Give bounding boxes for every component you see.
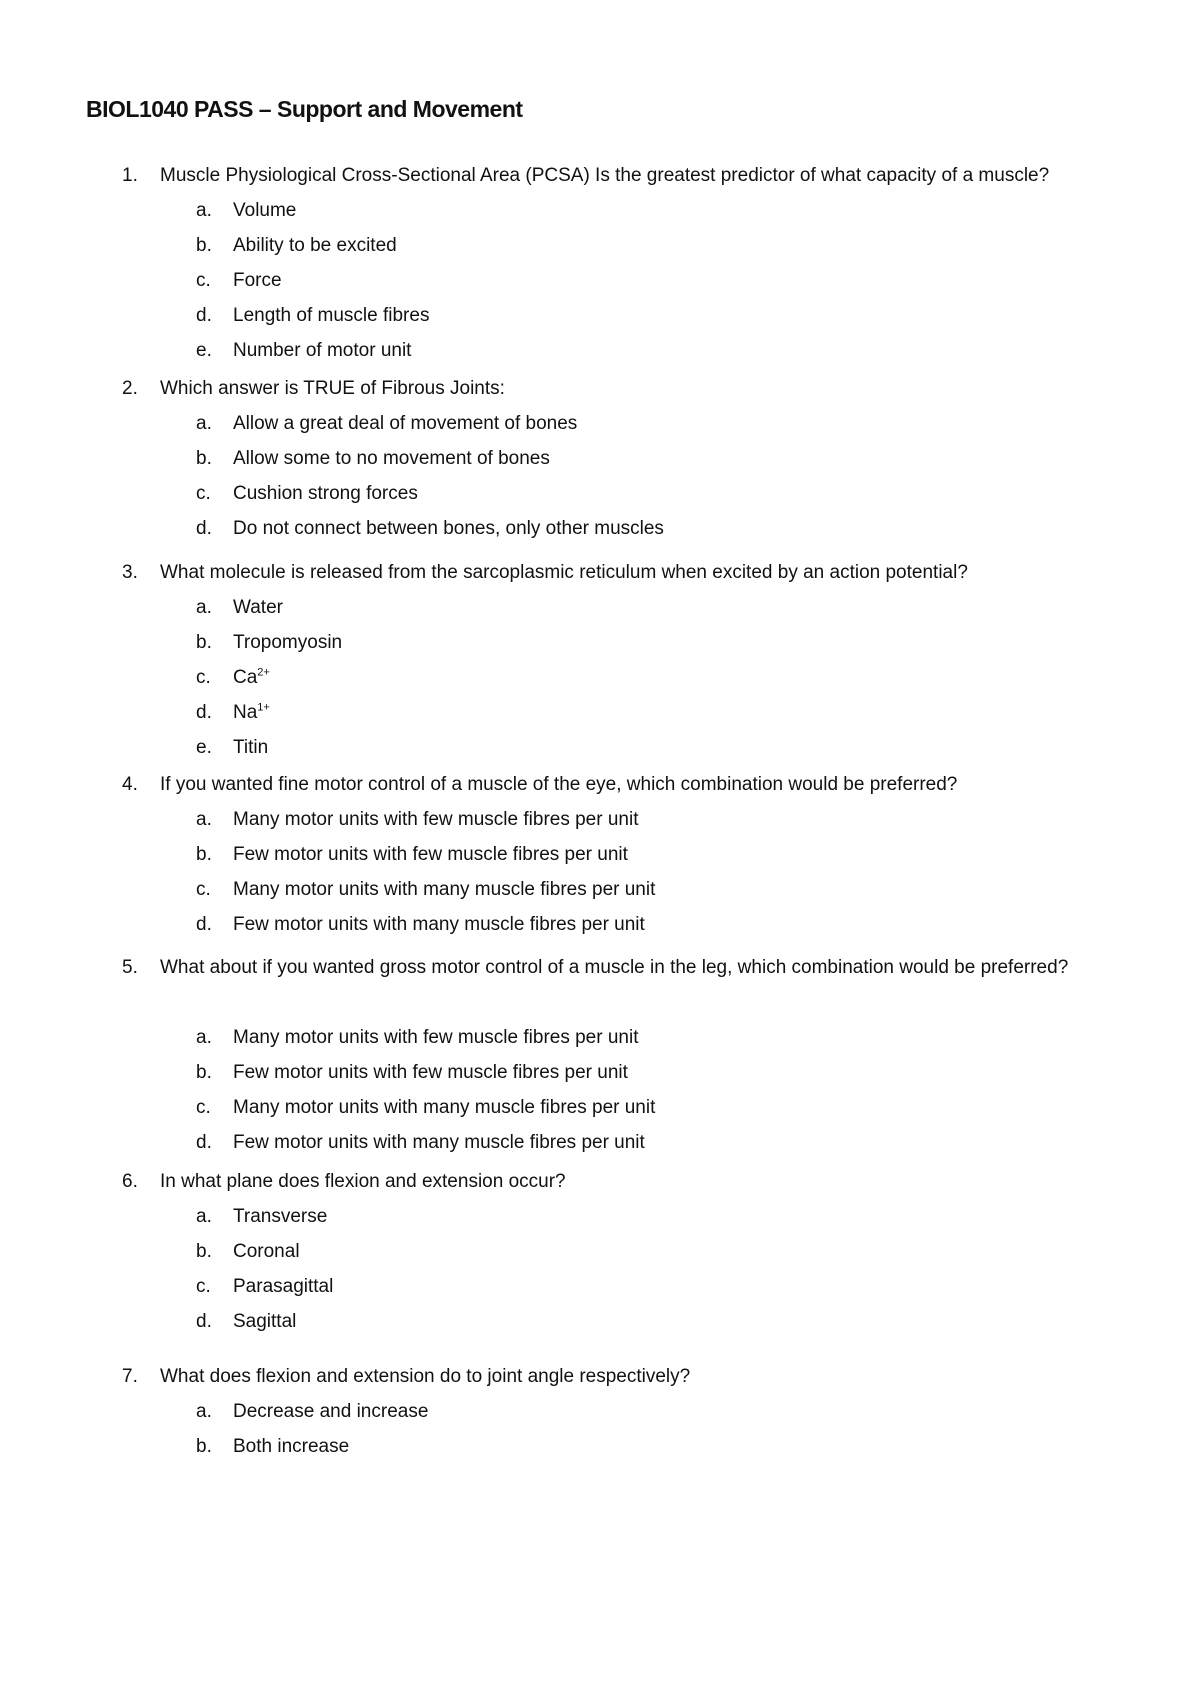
question-text: What about if you wanted gross motor control of a muscle in the leg, which combination would be preferred?: [160, 957, 1069, 978]
option-label: Ca: [233, 667, 258, 688]
option-label: Volume: [233, 200, 297, 221]
option-text: [233, 660, 270, 695]
question-text: If you wanted fine motor control of a muscle of the eye, which combination would be preferred?: [160, 774, 958, 795]
answer-option: [0, 228, 1200, 263]
answer-option: [0, 802, 1200, 837]
option-text: [233, 1090, 655, 1125]
option-text: [233, 625, 342, 660]
option-letter: a.: [196, 597, 212, 618]
option-label: Titin: [233, 737, 269, 758]
option-letter: c.: [196, 1276, 211, 1297]
option-label: Decrease and increase: [233, 1401, 429, 1422]
option-letter: a.: [196, 1206, 212, 1227]
option-text: [233, 441, 550, 476]
option-text: [233, 263, 282, 298]
option-letter: a.: [196, 1401, 212, 1422]
answer-option: [0, 511, 1200, 546]
question-text: What molecule is released from the sarcoplasmic reticulum when excited by an action potential?: [160, 562, 968, 583]
option-text: [233, 193, 296, 228]
option-letter: b.: [196, 448, 212, 469]
answer-option: [0, 1199, 1200, 1234]
option-text: [233, 228, 397, 263]
option-label: Many motor units with many muscle fibres per unit: [233, 1097, 656, 1118]
option-label: Sagittal: [233, 1311, 297, 1332]
option-label: Coronal: [233, 1241, 300, 1262]
question-number: 7.: [122, 1366, 138, 1387]
option-text: [233, 907, 645, 942]
option-label: Number of motor unit: [233, 340, 412, 361]
answer-option: [0, 476, 1200, 511]
option-label: Parasagittal: [233, 1276, 334, 1297]
option-label: Few motor units with many muscle fibres per unit: [233, 1132, 645, 1153]
question-number: 1.: [122, 165, 138, 186]
option-text: [233, 1394, 428, 1429]
option-letter: c.: [196, 879, 211, 900]
option-text: [233, 1125, 645, 1160]
answer-option: [0, 1234, 1200, 1269]
option-label: Ability to be excited: [233, 235, 397, 256]
option-letter: d.: [196, 1311, 212, 1332]
answer-option: [0, 660, 1200, 695]
option-label: Allow some to no movement of bones: [233, 448, 550, 469]
option-letter: a.: [196, 200, 212, 221]
answer-option: [0, 1125, 1200, 1160]
option-text: [233, 333, 411, 368]
option-label: Few motor units with few muscle fibres per unit: [233, 844, 628, 865]
option-label: Do not connect between bones, only other muscles: [233, 518, 664, 539]
answer-option: [0, 1090, 1200, 1125]
option-letter: e.: [196, 340, 212, 361]
option-label: Allow a great deal of movement of bones: [233, 413, 578, 434]
option-text: [233, 298, 429, 333]
answer-option: [0, 263, 1200, 298]
option-label: Few motor units with few muscle fibres per unit: [233, 1062, 628, 1083]
option-label: Many motor units with many muscle fibres per unit: [233, 879, 656, 900]
option-letter: d.: [196, 518, 212, 539]
answer-option: [0, 907, 1200, 942]
option-letter: b.: [196, 844, 212, 865]
question-number: 5.: [122, 957, 138, 978]
option-text: [233, 1234, 300, 1269]
answer-option: [0, 333, 1200, 368]
option-label: Both increase: [233, 1436, 350, 1457]
option-label: Few motor units with many muscle fibres per unit: [233, 914, 645, 935]
option-text: [233, 406, 577, 441]
option-letter: b.: [196, 1241, 212, 1262]
document-title: BIOL1040 PASS – Support and Movement: [86, 96, 523, 122]
answer-option: [0, 1429, 1200, 1464]
option-text: [233, 1055, 628, 1090]
answer-option: [0, 441, 1200, 476]
option-text: [233, 476, 418, 511]
answer-option: [0, 1304, 1200, 1339]
answer-option: [0, 298, 1200, 333]
option-text: [233, 802, 639, 837]
answer-option: [0, 837, 1200, 872]
answer-option: [0, 1055, 1200, 1090]
option-label: Transverse: [233, 1206, 328, 1227]
option-text: [233, 1199, 327, 1234]
option-label: Na: [233, 702, 258, 723]
question-text: What does flexion and extension do to joint angle respectively?: [160, 1366, 691, 1387]
option-text: [233, 1020, 639, 1055]
question-number: 3.: [122, 562, 138, 583]
answer-option: [0, 406, 1200, 441]
answer-option: [0, 1269, 1200, 1304]
option-letter: a.: [196, 1027, 212, 1048]
option-letter: a.: [196, 809, 212, 830]
option-text: [233, 872, 655, 907]
option-text: [233, 837, 628, 872]
question-number: 2.: [122, 378, 138, 399]
answer-option: [0, 872, 1200, 907]
option-letter: a.: [196, 413, 212, 434]
answer-option: [0, 590, 1200, 625]
option-letter: e.: [196, 737, 212, 758]
answer-option: [0, 193, 1200, 228]
question-text: Which answer is TRUE of Fibrous Joints:: [160, 378, 505, 399]
question-text: Muscle Physiological Cross-Sectional Area (PCSA) Is the greatest predictor of what capacity of a muscle?: [160, 165, 1050, 186]
ion-charge-superscript: 1+: [257, 701, 270, 714]
ion-charge-superscript: 2+: [257, 666, 270, 679]
answer-option: [0, 1020, 1200, 1055]
option-text: [233, 1269, 333, 1304]
option-text: [233, 511, 664, 546]
option-letter: b.: [196, 1436, 212, 1457]
option-letter: c.: [196, 1097, 211, 1118]
option-letter: c.: [196, 483, 211, 504]
question-number: 6.: [122, 1171, 138, 1192]
option-label: Length of muscle fibres: [233, 305, 430, 326]
option-letter: d.: [196, 305, 212, 326]
option-label: Water: [233, 597, 283, 618]
option-letter: d.: [196, 914, 212, 935]
answer-option: [0, 625, 1200, 660]
option-letter: b.: [196, 632, 212, 653]
option-label: Many motor units with few muscle fibres per unit: [233, 1027, 639, 1048]
option-text: [233, 590, 283, 625]
answer-option: [0, 695, 1200, 730]
option-label: Tropomyosin: [233, 632, 343, 653]
question-number: 4.: [122, 774, 138, 795]
option-letter: d.: [196, 1132, 212, 1153]
option-text: [233, 1429, 349, 1464]
answer-option: [0, 730, 1200, 765]
answer-option: [0, 1394, 1200, 1429]
option-text: [233, 730, 268, 765]
option-letter: b.: [196, 235, 212, 256]
option-letter: c.: [196, 667, 211, 688]
option-letter: b.: [196, 1062, 212, 1083]
option-label: Many motor units with few muscle fibres per unit: [233, 809, 639, 830]
option-letter: d.: [196, 702, 212, 723]
question-text: In what plane does flexion and extension occur?: [160, 1171, 566, 1192]
option-letter: c.: [196, 270, 211, 291]
option-label: Cushion strong forces: [233, 483, 418, 504]
option-text: [233, 1304, 296, 1339]
option-text: [233, 695, 270, 730]
option-label: Force: [233, 270, 282, 291]
